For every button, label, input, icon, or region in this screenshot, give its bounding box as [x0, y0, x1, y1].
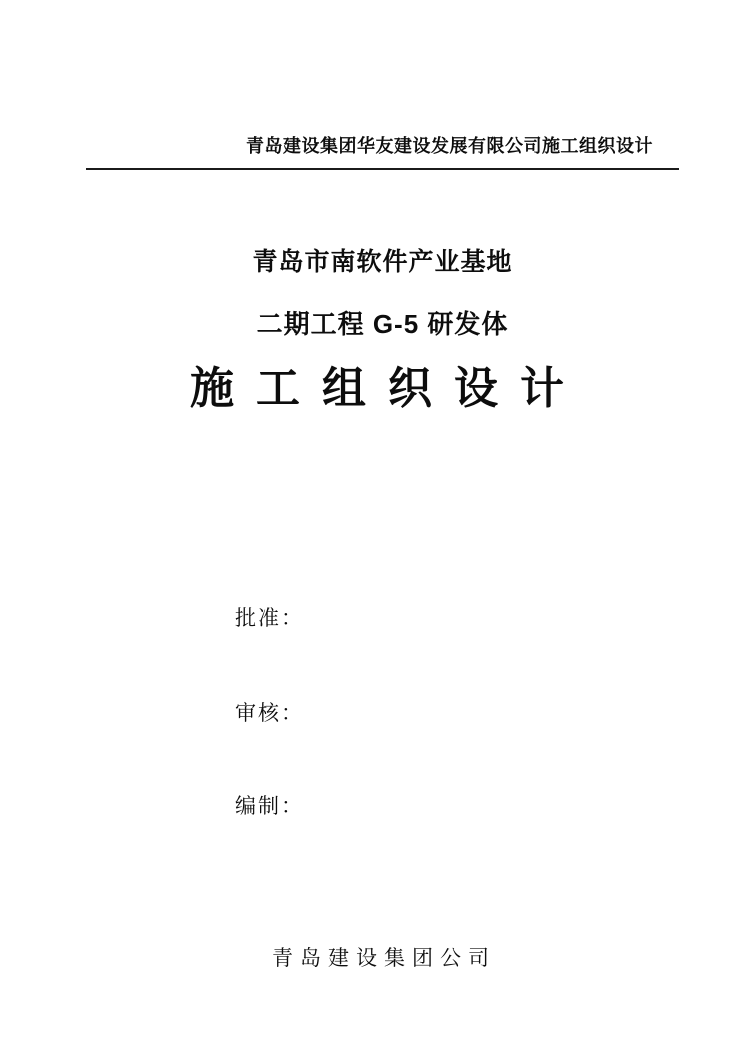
project-name-title: 青岛市南软件产业基地 — [252, 248, 513, 276]
project-phase-subtitle: 二期工程 G-5 研发体 — [256, 309, 509, 339]
compile-signature-label: 编制： — [235, 794, 304, 818]
header-company-line: 青岛建设集团华友建设发展有限公司施工组织设计 — [246, 136, 653, 156]
approve-signature-label: 批准： — [235, 606, 304, 630]
page-header-rule — [86, 136, 679, 170]
review-signature-label: 审核： — [235, 701, 304, 725]
main-title: 施工组织设计 — [190, 364, 586, 413]
footer-company-name: 青岛建设集团公司 — [272, 946, 496, 970]
